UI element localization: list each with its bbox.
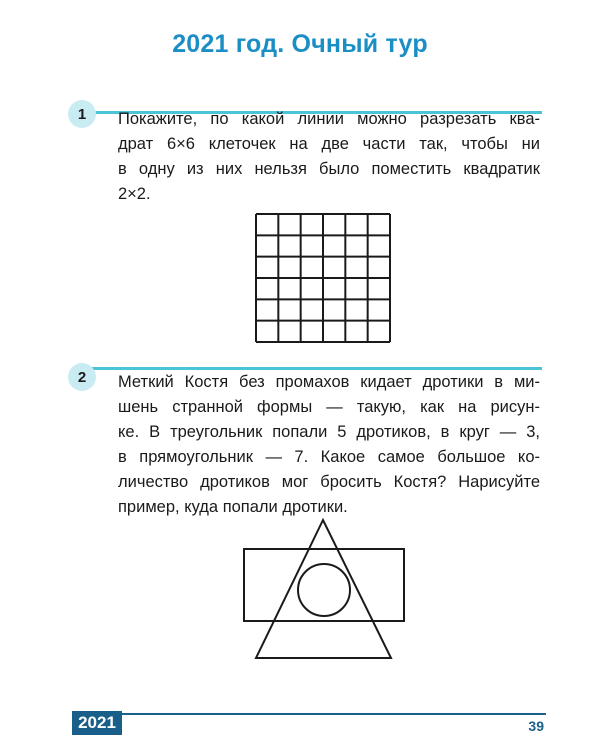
problem-2-line: ке. В треугольник попали 5 дротиков, в круг — 3, <box>118 423 540 441</box>
target-figure <box>238 516 418 668</box>
page-title: 2021 год. Очный тур <box>172 30 428 58</box>
footer-rule <box>122 713 546 715</box>
problem-1-line: 2×2. <box>118 185 151 203</box>
target-rectangle <box>244 549 404 621</box>
problem-2-text <box>118 370 540 520</box>
problem-2-line: Меткий Костя без промахов кидает дротики в ми- <box>118 373 540 391</box>
problem-1-line: Покажите, по какой линии можно разрезать ква- <box>118 110 540 128</box>
problem-2-line: пример, куда попали дротики. <box>118 498 348 516</box>
target-circle <box>298 564 350 616</box>
problem-1-line: драт 6×6 клеточек на две части так, чтобы ни <box>118 135 540 153</box>
six-by-six-grid <box>253 212 393 344</box>
problem-1-number-badge: 1 <box>68 100 96 128</box>
problem-2-line: шень странной формы — такую, как на рисун- <box>118 398 540 416</box>
problem-1-text <box>118 107 540 207</box>
problem-1-line: в одну из них нельзя было поместить квадратик <box>118 160 540 178</box>
problem-2-number-badge: 2 <box>68 363 96 391</box>
target-triangle <box>256 520 391 658</box>
problem-2-line: в прямоугольник — 7. Какое самое большое ко- <box>118 448 540 466</box>
footer-year-badge: 2021 <box>72 711 122 735</box>
problem-2-line: личество дротиков мог бросить Костя? Нарисуйте <box>118 473 540 491</box>
page-number: 39 <box>528 718 544 734</box>
